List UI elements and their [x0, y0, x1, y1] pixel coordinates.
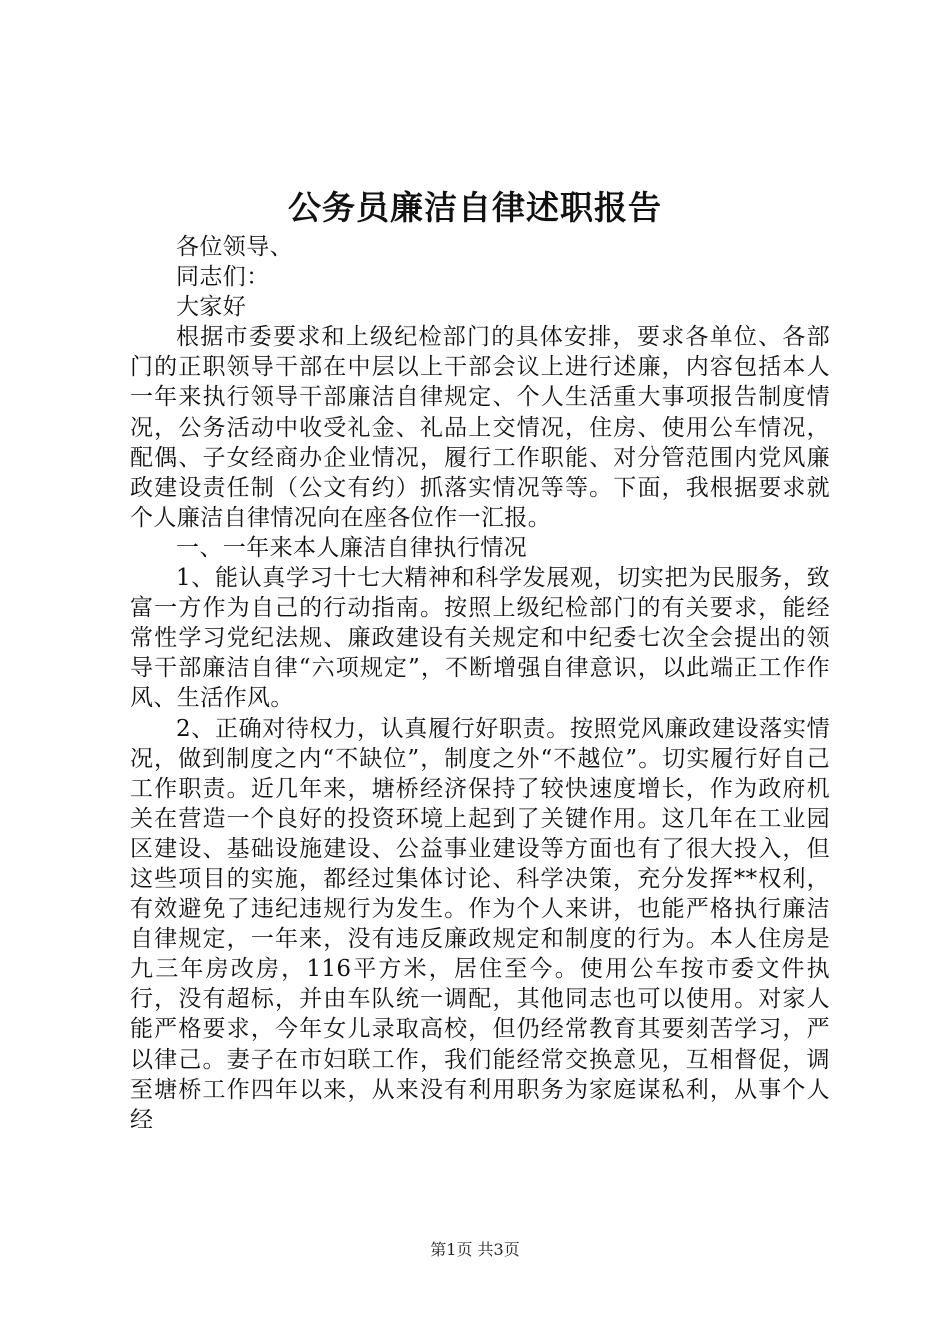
greeting: 大家好 — [176, 294, 247, 321]
item-paragraph-2: 2、正确对待权力，认真履行好职责。按照党风廉政建设落实情况，做到制度之内“不缺位”，制度之外“不越位”。切实履行好自己工作职责。近几年来，塘桥经济保持了较快速度增长，作为政府机关在营造一个良好的投资环境上起到了关键作用。这几年在工业园区建设、基础设施建设、公益事业建设等方面也有了很大投入，但这些项目的实施，都经过集体讨论、科学决策，充分发挥**权利，有效避免了违纪违规行为发生。作为个人来讲，也能严格执行廉洁自律规定，一年来，没有违反廉政规定和制度的行为。本人住房是九三年房改房，116平方米，居住至今。使用公车按市委文件执行，没有超标，并由车队统一调配，其他同志也可以使用。对家人能严格要求，今年女儿录取高校，但仍经常教育其要刻苦学习，严以律己。妻子在市妇联工作，我们能经常交换意见，互相督促，调至塘桥工作四年以来，从来没有利用职务为家庭谋私利，从事个人经 — [130, 715, 830, 1133]
document-title: 公务员廉洁自律述职报告 — [288, 188, 662, 227]
salutation-comrades: 同志们： — [176, 264, 270, 291]
section-heading-1: 一、一年来本人廉洁自律执行情况 — [176, 534, 527, 561]
salutation-leaders: 各位领导、 — [176, 234, 293, 260]
page-footer: 第1页 共3页 — [430, 1240, 520, 1259]
intro-paragraph: 根据市委要求和上级纪检部门的具体安排，要求各单位、各部门的正职领导干部在中层以上干部会议上进行述廉，内容包括本人一年来执行领导干部廉洁自律规定、个人生活重大事项报告制度情况，公务活动中收受礼金、礼品上交情况，住房、使用公车情况，配偶、子女经商办企业情况，履行工作职能、对分管范围内党风廉政建设责任制（公文有约）抓落实情况等等。下面，我根据要求就个人廉洁自律情况向在座各位作一汇报。 — [130, 324, 830, 531]
document-body — [130, 232, 830, 1135]
item-paragraph-1: 1、能认真学习十七大精神和科学发展观，切实把为民服务，致富一方作为自己的行动指南。按照上级纪检部门的有关要求，能经常性学习党纪法规、廉政建设有关规定和中纪委七次全会提出的领导干部廉洁自律“六项规定”，不断增强自律意识，以此端正工作作风、生活作风。 — [130, 565, 830, 712]
